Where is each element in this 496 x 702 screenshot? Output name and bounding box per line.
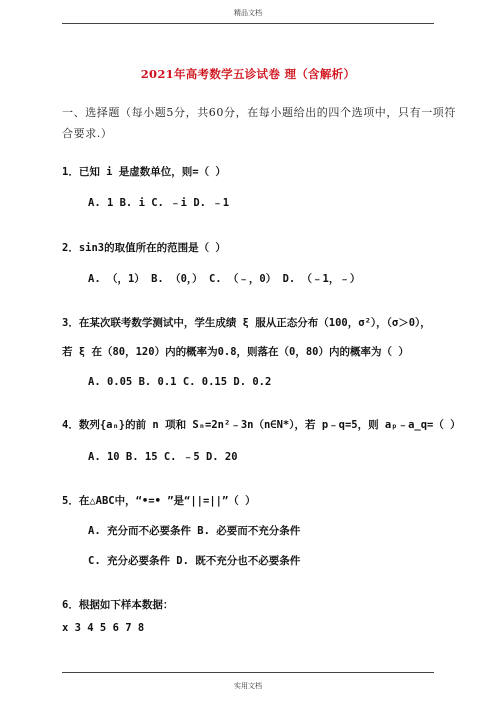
header-rule (62, 23, 434, 24)
footer-text: 实用文档 (234, 682, 262, 690)
footer-rule (62, 672, 434, 673)
question-3-stem-cont: 若 ξ 在（80，120）内的概率为0.8，则落在（0，80）内的概率为（ ） (62, 346, 409, 358)
question-4-options: A. 10 B. 15 C. ﹣5 D. 20 (88, 451, 238, 463)
document-title: 2021年高考数学五诊试卷 理（含解析） (140, 67, 356, 81)
question-5-stem: 5．在△ABC中，“•=• ”是“||=||”（ ） (62, 495, 256, 507)
header-text: 精品文档 (234, 9, 262, 17)
question-4-stem: 4．数列{aₙ}的前 n 项和 Sₙ=2n²﹣3n（n∈N*），若 p﹣q=5，则 aₚ﹣a_q=（ ） (62, 419, 461, 431)
section-intro-line-1: 一、选择题（每小题5分，共60分，在每小题给出的四个选项中，只有一项符 (62, 106, 456, 119)
question-5-options-line-1: A. 充分而不必要条件 B. 必要而不充分条件 (88, 525, 301, 537)
question-2-stem: 2．sin3的取值所在的范围是（ ） (62, 242, 226, 254)
question-5-options-line-2: C. 充分必要条件 D. 既不充分也不必要条件 (88, 555, 301, 567)
question-3-stem: 3．在某次联考数学测试中，学生成绩 ξ 服从正态分布（100，σ²），（σ＞0）， (62, 317, 431, 329)
question-1-stem: 1．已知 i 是虚数单位，则=（ ） (62, 166, 226, 178)
section-intro-line-2: 合要求.） (62, 127, 113, 140)
question-6-stem: 6．根据如下样本数据： (62, 599, 174, 611)
question-2-options: A. （，1） B. （0，） C. （﹣，0） D. （﹣1，﹣） (88, 273, 361, 285)
question-3-options: A. 0.05 B. 0.1 C. 0.15 D. 0.2 (88, 376, 272, 388)
page-footer (0, 672, 496, 702)
page-header (0, 0, 496, 30)
question-6-data-row: x 3 4 5 6 7 8 (62, 622, 145, 634)
question-1-options: A. 1 B. i C. ﹣i D. ﹣1 (88, 197, 230, 209)
